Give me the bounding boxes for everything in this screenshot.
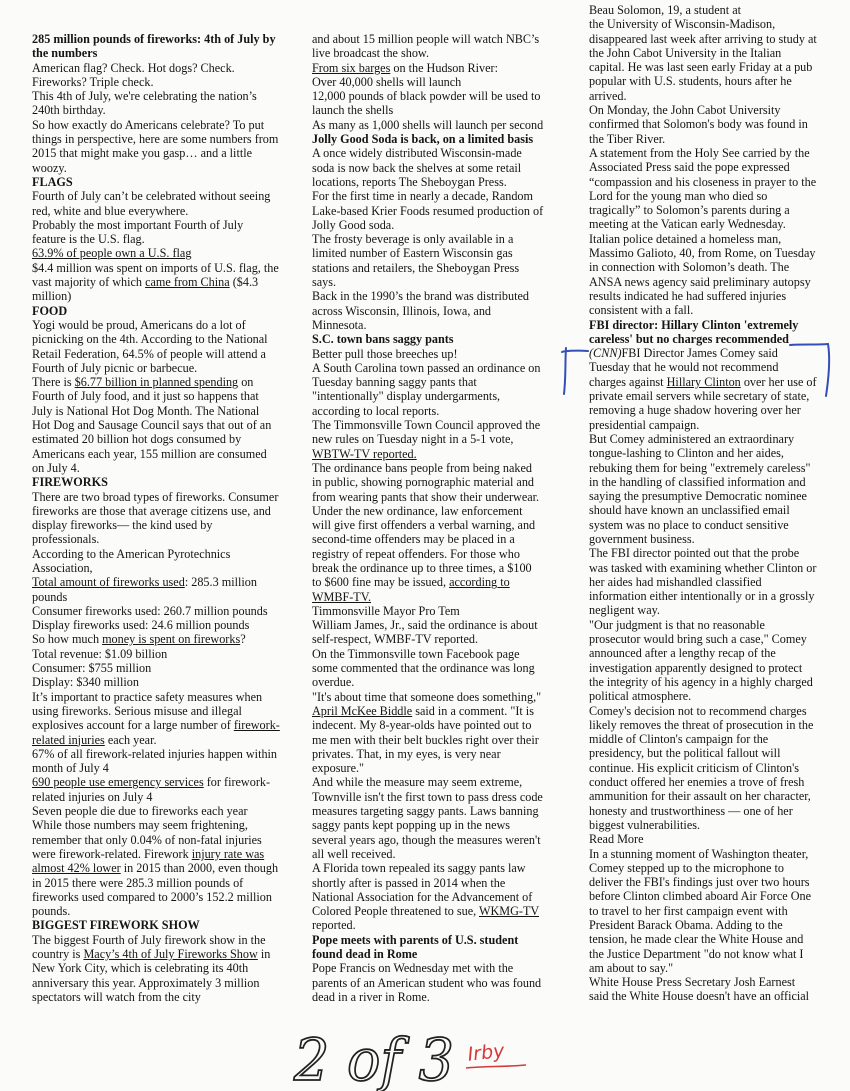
text-run: It’s important to practice safety measures when using fireworks. Serious misuse and illegal explosives account for a large number of: [32, 689, 263, 733]
handwritten-page-count: [290, 1018, 460, 1091]
text-run: Beau Solomon, 19, a student at: [589, 3, 741, 17]
text-run: On the Timmonsville town Facebook page some commented that the ordinance was long overdue.: [312, 646, 535, 690]
bracket-left-mark: [562, 348, 588, 394]
text-run: on Fourth of July food, and it just so happens that July is National Hot Dog Month. The National Hot Dog and Sausage Council says that out of an estimated 20 billion hot dogs consumed by Americans each year, 155 million are consumed on July 4.: [32, 375, 272, 475]
paragraph: [32, 318, 280, 375]
paragraph: [312, 504, 544, 604]
link-total-amount-of-fireworks-used[interactable]: Total amount of fireworks used: [32, 575, 185, 590]
paragraph: [312, 146, 544, 189]
paragraph: [32, 218, 280, 247]
text-run: Better pull those breeches up!: [312, 346, 458, 361]
text-run: Probably the most important Fourth of July feature is the U.S. flag.: [32, 217, 244, 247]
text-run: 67% of all firework-related injuries happen within month of July 4: [32, 746, 278, 776]
paragraph: [32, 61, 280, 90]
text-run: 12,000 pounds of black powder will be used to launch the shells: [312, 89, 541, 118]
paragraph: [32, 618, 280, 632]
text-run: A statement from the Holy See carried by the Associated Press said the pope expressed “compassion and his closeness in prayer to the Lord for the young man who died so tragically” to Solomon’s parents during a meeting at the Vatican early Wednesday.: [589, 145, 817, 232]
text-run: For the first time in nearly a decade, Random Lake-based Krier Foods resumed production of Jolly Good soda.: [312, 189, 544, 232]
text-run: Back in the 1990’s the brand was distributed across Wisconsin, Illinois, Iowa, and Minnesota.: [312, 289, 529, 332]
paragraph: [589, 847, 817, 976]
text-run: over her use of private email servers while secretary of state, removing a huge shadow hovering over her presidential campaign.: [589, 374, 817, 432]
text-run: There is: [32, 375, 75, 390]
headline: [32, 918, 280, 932]
text-run: This 4th of July, we're celebrating the nation’s 240th birthday.: [32, 89, 257, 118]
paragraph: [32, 933, 280, 1004]
paragraph: [32, 690, 280, 747]
text-run: Yogi would be proud, Americans do a lot of picnicking on the 4th. According to the National Retail Federation, 64.5% of people will attend a Fourth of July picnic or barbecue.: [32, 317, 268, 375]
link-injury-rate-was-almost-42-lower[interactable]: injury rate was almost 42% lower: [32, 846, 265, 876]
text-run: A Florida town repealed its saggy pants law shortly after is passed in 2014 when the National Association for the Advancement of Colored People threatened to sue,: [312, 861, 533, 919]
column-left: [32, 32, 280, 1004]
paragraph: [312, 189, 544, 232]
paragraph: [32, 818, 280, 918]
text-run: While those numbers may seem frightening, remember that only 0.04% of non-fatal injuries were firework-related. Firework: [32, 818, 262, 861]
text-run: BIGGEST FIREWORK SHOW: [32, 918, 200, 933]
source-tag: (CNN): [589, 346, 622, 361]
headline: [312, 332, 544, 346]
link-wbtw-tv-reported[interactable]: WBTW-TV reported.: [312, 446, 417, 461]
text-run: ($4.3 million): [32, 275, 259, 304]
text-run: for firework-related injuries on July 4: [32, 775, 271, 804]
text-run: Comey's decision not to recommend charges likely removes the threat of prosecution in the middle of Clinton's campaign for the presidency, but the political fallout will continue. His explicit criticism of Clinton's conduct offered her enemies a trove of fresh ammunition for their assault on her character, honesty and trustworthiness — one of her biggest vulnerabilities.: [589, 703, 814, 832]
text-run: White House Press Secretary Josh Earnest said the White House doesn't have an official: [589, 975, 810, 1004]
text-run: A once widely distributed Wisconsin-made soda is now back the shelves at some retail locations, reports The Sheboygan Press.: [312, 146, 522, 189]
link-macy-s-4th-of-july-fireworks-show[interactable]: Macy’s 4th of July Fireworks Show: [83, 947, 258, 961]
link-money-is-spent-on-fireworks[interactable]: money is spent on fireworks: [102, 632, 241, 647]
text-run: Timmonsville Mayor Pro Tem: [312, 603, 460, 618]
paragraph: [32, 118, 280, 175]
text-run: The Timmonsville Town Council approved the new rules on Tuesday night in a 5-1 vote,: [312, 418, 541, 447]
paragraph: [589, 546, 817, 617]
link-came-from-china[interactable]: came from China: [145, 275, 230, 290]
text-run: Over 40,000 shells will launch: [312, 74, 462, 89]
text-run: On Monday, the John Cabot University confirmed that Solomon's body was found in the Tiber River.: [589, 103, 808, 146]
headline: [312, 132, 544, 146]
paragraph: [32, 632, 280, 646]
headline: [32, 32, 280, 61]
paragraph: [32, 775, 280, 804]
text-run: FLAGS: [32, 174, 73, 189]
text-run: "It's about time that someone does something,": [312, 689, 542, 704]
link-6-77-billion-in-planned-spending[interactable]: $6.77 billion in planned spending: [74, 375, 239, 390]
text-run: $4.4 million was spent on imports of U.S. flag, the vast majority of which: [32, 260, 279, 290]
text-run: Under the new ordinance, law enforcement will give first offenders a verbal warning, and second-time offenders may be placed in a registry of repeat offenders. For those who break the ordinance up to three times, a $100 to $600 fine may be issued,: [312, 503, 536, 590]
paragraph: [589, 17, 817, 103]
paragraph: [312, 690, 544, 776]
link-firework-related-injuries[interactable]: firework-related injuries: [32, 718, 280, 747]
link-wkmg-tv[interactable]: WKMG-TV: [478, 904, 540, 919]
text-run: So how exactly do Americans celebrate? To put things in perspective, here are some numbers from 2015 that might make you gasp… and a little woozy.: [32, 117, 279, 175]
column-middle: [312, 32, 544, 1004]
paragraph: [32, 675, 280, 689]
headline: [32, 475, 280, 489]
paragraph: [312, 775, 544, 861]
text-run: the University of Wisconsin-Madison, disappeared last week after arriving to study at the John Cabot University in the Italian capital. He was last seen early Friday at a pub popular with U.S. students, hours after he arrived.: [589, 17, 817, 103]
blue-bracket-annotation: [558, 336, 850, 406]
text-run: FBI director: Hillary Clinton 'extremely careless' but no charges recommended: [589, 317, 799, 346]
paragraph: [312, 361, 544, 418]
paragraph: [32, 89, 280, 118]
text-run: And while the measure may seem extreme, Townville isn't the first town to pass dress code measures targeting saggy pants. Laws banning saggy pants kept popping up in the news several years ago, though the measures weren't all well received.: [312, 775, 543, 861]
text-run: : 285.3 million pounds: [32, 575, 257, 604]
paragraph: [312, 461, 544, 504]
link-690-people-use-emergency-services[interactable]: 690 people use emergency services: [32, 775, 204, 790]
text-run: A South Carolina town passed an ordinance on Tuesday banning saggy pants that "intentionally" display undergarments, according to local reports.: [312, 360, 541, 418]
text-run: The ordinance bans people from being naked in public, showing pornographic material and from wearing pants that show their underwear.: [312, 460, 540, 504]
text-run: As many as 1,000 shells will launch per second: [312, 117, 544, 132]
paragraph: [312, 32, 544, 61]
text-run: each year.: [104, 732, 157, 747]
text-run: Fourth of July can’t be celebrated without seeing red, white and blue everywhere.: [32, 189, 271, 218]
handwritten-initials: [464, 1036, 534, 1076]
text-run: Display fireworks used: 24.6 million pounds: [32, 618, 250, 633]
text-run: Display: $340 million: [32, 675, 139, 690]
paragraph: [589, 103, 817, 146]
paragraph: [32, 547, 280, 576]
headline: [32, 175, 280, 189]
paragraph: [589, 146, 817, 232]
text-run: ?: [240, 632, 246, 647]
paragraph: [32, 604, 280, 618]
text-run: William James, Jr., said the ordinance is about self-respect, WMBF-TV reported.: [312, 618, 538, 647]
text-run: So how much: [32, 632, 103, 647]
paragraph: [312, 604, 544, 618]
text-run: Jolly Good Soda is back, on a limited basis: [312, 132, 534, 147]
text-run: Consumer fireworks used: 260.7 million pounds: [32, 603, 268, 618]
text-run: Pope meets with parents of U.S. student found dead in Rome: [312, 932, 519, 961]
paragraph: [589, 704, 817, 833]
paragraph: [312, 75, 544, 89]
text-run: American flag? Check. Hot dogs? Check. Fireworks? Triple check.: [32, 60, 235, 89]
paragraph: [32, 575, 280, 604]
column-right: [589, 3, 817, 1004]
link-hillary-clinton[interactable]: Hillary Clinton: [666, 374, 741, 389]
paragraph: [589, 832, 817, 846]
text-run: "Our judgment is that no reasonable prosecutor would bring such a case," Comey announced after a lengthy recap of the investigation apparently designed to protect the integrity of his agency in a highly charged political atmosphere.: [589, 617, 813, 704]
link-according-to-wmbf-tv[interactable]: according to WMBF-TV.: [312, 575, 510, 604]
text-run: According to the American Pyrotechnics Association,: [32, 546, 231, 575]
paragraph: [589, 232, 817, 318]
paragraph: [32, 804, 280, 818]
paragraph: [589, 618, 817, 704]
text-run: on the Hudson River:: [390, 60, 498, 75]
text-run: Seven people die due to fireworks each year: [32, 804, 248, 819]
paragraph: [312, 618, 544, 647]
paragraph: [312, 347, 544, 361]
headline: [32, 304, 280, 318]
paragraph: [32, 261, 280, 304]
text-run: S.C. town bans saggy pants: [312, 332, 454, 347]
text-run: FBI Director James Comey said Tuesday that he would not recommend charges against: [589, 346, 779, 389]
text-run: 285 million pounds of fireworks: 4th of July by the numbers: [32, 32, 276, 61]
paragraph: [32, 747, 280, 776]
paragraph: [312, 861, 544, 932]
text-run: Pope Francis on Wednesday met with the parents of an American student who was found dead in a river in Rome.: [312, 961, 542, 1004]
text-run: FIREWORKS: [32, 475, 108, 490]
text-run: But Comey administered an extraordinary tongue-lashing to Clinton and her aides, rebuking them for being "extremely careless" in the handling of classified information and saying the presumptive Democratic nominee should have known an unclassified email system was no place to conduct sensitive government business.: [589, 431, 811, 546]
paragraph: [32, 246, 280, 260]
text-run: Read More: [589, 832, 644, 847]
headline: [312, 933, 544, 962]
text-run: in 2015 than 2000, even though in 2015 there were 285.3 million pounds of fireworks used compared to 2000’s 152.2 million pounds.: [32, 861, 279, 919]
text-run: in New York City, which is celebrating its 40th anniversary this year. Approximately 3 million spectators will watch from the city: [32, 947, 271, 1004]
paragraph: [312, 289, 544, 332]
paragraph: [32, 375, 280, 475]
text-run: Consumer: $755 million: [32, 661, 152, 676]
text-run: The frosty beverage is only available in a limited number of Eastern Wisconsin gas stations and retailers, the Sheboygan Press says.: [312, 232, 520, 290]
paragraph: [312, 89, 544, 118]
paragraph: [589, 975, 817, 1004]
paragraph: [312, 418, 544, 461]
text-run: Italian police detained a homeless man, Massimo Galioto, 40, from Rome, on Tuesday in connection with Solomon’s death. The ANSA news agency said preliminary autopsy results indicated he had suffered injuries consistent with a fall.: [589, 231, 816, 318]
text-run: reported.: [312, 918, 356, 933]
paragraph: [312, 61, 544, 75]
text-run: Total revenue: $1.09 billion: [32, 646, 168, 661]
paragraph: [32, 661, 280, 675]
paragraph: [589, 432, 817, 546]
paragraph: [32, 189, 280, 218]
paragraph: [32, 490, 280, 547]
text-run: said in a comment. "It is indecent. My 8-year-olds have pointed out to me men with their belt buckles right over their privates. That, in my eyes, is very near exposure.": [312, 703, 539, 776]
paragraph: [312, 961, 544, 1004]
page-count-text: 2 of 3: [293, 1026, 454, 1091]
text-run: and about 15 million people will watch NBC’s live broadcast the show.: [312, 32, 540, 61]
text-run: In a stunning moment of Washington theater, Comey stepped up to the microphone to deliver the FBI's findings just over two hours before Clinton climbed aboard Air Force One to travel to her first campaign event with President Barack Obama. Adding to the tension, he made clear the White House and the Justice Department "do not know what I am about to say.": [589, 846, 812, 975]
paragraph: [312, 232, 544, 289]
text-run: FOOD: [32, 303, 68, 318]
initials-underline: [466, 1065, 526, 1068]
text-run: The FBI director pointed out that the probe was tasked with examining whether Clinton or her aides had mishandled classified information either intentionally or in a grossly negligent way.: [589, 546, 817, 618]
link-from-six-barges[interactable]: From six barges: [312, 60, 391, 75]
paragraph: [32, 647, 280, 661]
paragraph: [312, 118, 544, 132]
link-april-mckee-biddle[interactable]: April McKee Biddle: [312, 703, 413, 718]
paragraph: [312, 647, 544, 690]
text-run: There are two broad types of fireworks. Consumer fireworks are those that average citizens use, and display fireworks— the kind used by professionals.: [32, 489, 279, 547]
bracket-right-mark: [790, 344, 829, 396]
link-63-9-of-people-own-a-u-s-flag[interactable]: 63.9% of people own a U.S. flag: [32, 246, 192, 261]
paragraph: [589, 3, 817, 17]
text-run: The biggest Fourth of July firework show in the country is: [32, 932, 266, 961]
initials-text: Irby: [466, 1039, 506, 1066]
